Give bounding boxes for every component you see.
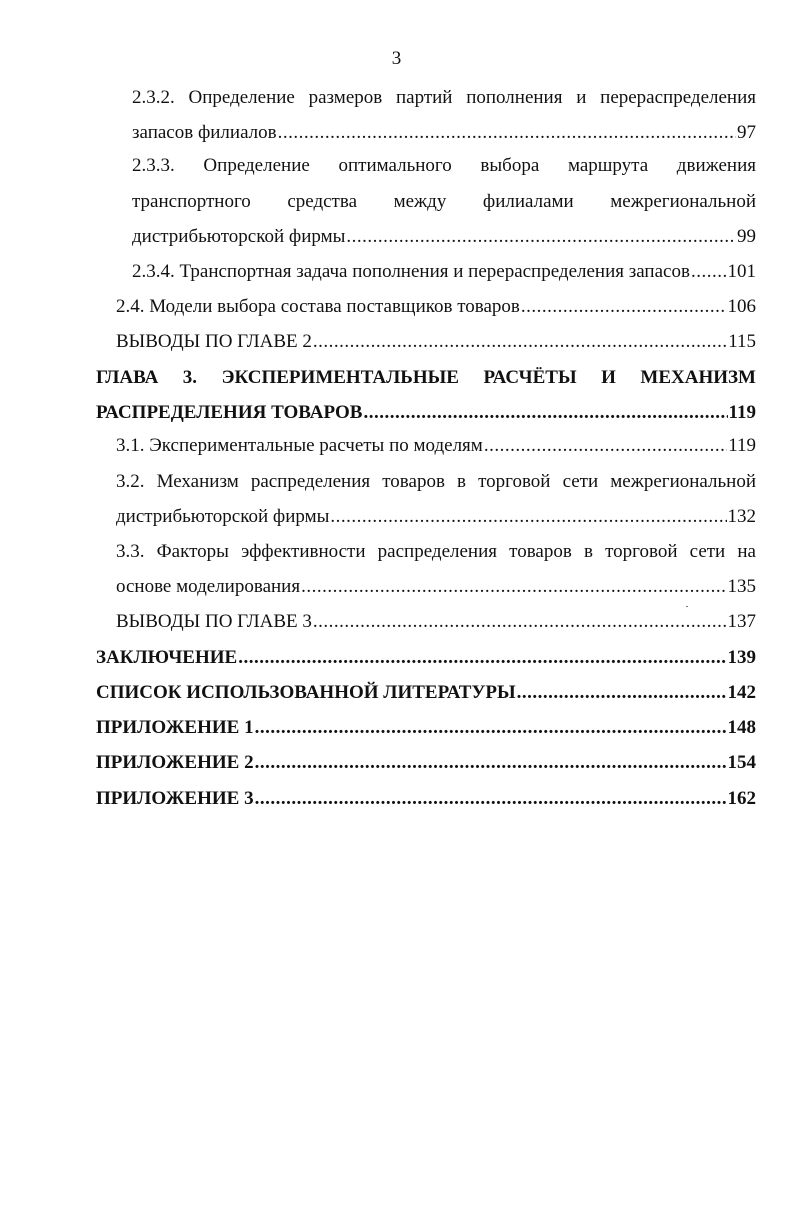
toc-entry-conclusion-line (96, 640, 756, 675)
toc-entry-text: ПРИЛОЖЕНИЕ 3 (96, 788, 254, 809)
dot-leader (301, 569, 726, 604)
toc-entry-text: СПИСОК ИСПОЛЬЗОВАННОЙ ЛИТЕРАТУРЫ (96, 682, 516, 703)
toc-entry-2-3-3-line-2 (132, 184, 756, 219)
toc-entry-chapter-3-line-1 (96, 360, 756, 395)
dot-leader (255, 781, 727, 816)
toc-page-number: 135 (727, 576, 756, 597)
toc-entry-text: транспортного средства между филиалами межрегиональной (132, 191, 756, 212)
toc-entry-references-line (96, 675, 756, 710)
dot-leader (313, 604, 727, 639)
toc-entry-appendix-3-line (96, 781, 756, 816)
toc-entry-text: дистрибьюторской фирмы (116, 506, 330, 527)
toc-page-number: 115 (728, 331, 756, 352)
toc-entry-text: РАСПРЕДЕЛЕНИЯ ТОВАРОВ (96, 402, 363, 423)
dot-leader (255, 710, 727, 745)
toc-entry-2-4-line (116, 289, 756, 324)
scan-speck (686, 606, 688, 607)
toc-page-number: 119 (728, 402, 756, 423)
toc-entry-text: ПРИЛОЖЕНИЕ 2 (96, 752, 254, 773)
toc-entry-text: 2.3.4. Транспортная задача пополнения и перераспределения запасов (132, 261, 690, 282)
toc-entry-chapter-3-line-2 (96, 395, 756, 430)
toc-entry-2-3-2-line-1 (132, 80, 756, 115)
dot-leader (521, 289, 727, 324)
toc-page-number: 162 (727, 788, 756, 809)
toc-page-number: 106 (727, 296, 756, 317)
toc-page-number: 154 (727, 752, 756, 773)
toc-entry-text: ЗАКЛЮЧЕНИЕ (96, 647, 238, 668)
toc-page-number: 132 (727, 506, 756, 527)
dot-leader (330, 499, 726, 534)
toc-page-number: 139 (727, 647, 756, 668)
dot-leader (484, 428, 727, 463)
toc-entry-text: 2.3.2. Определение размеров партий пополнения и перераспределения (132, 87, 756, 108)
toc-entry-text: 2.4. Модели выбора состава поставщиков товаров (116, 296, 520, 317)
toc-entry-2-3-3-line-1 (132, 148, 756, 183)
dot-leader (363, 395, 727, 430)
toc-entry-text: 3.3. Факторы эффективности распределения товаров в торговой сети на (116, 541, 756, 562)
dot-leader (691, 254, 727, 289)
toc-entry-text: запасов филиалов (132, 122, 277, 143)
toc-entry-3-3-line-1 (116, 534, 756, 569)
dot-leader (255, 745, 727, 780)
toc-entry-text: дистрибьюторской фирмы (132, 226, 346, 247)
toc-page-number: 99 (737, 226, 756, 247)
toc-entry-conclusions-ch2-line (116, 324, 756, 359)
toc-entry-text: 2.3.3. Определение оптимального выбора маршрута движения (132, 155, 756, 176)
toc-entry-text: 3.1. Экспериментальные расчеты по моделям (116, 435, 483, 456)
toc-page-number: 119 (728, 435, 756, 456)
toc-entry-text: ВЫВОДЫ ПО ГЛАВЕ 3 (116, 611, 312, 632)
toc-entry-3-2-line-1 (116, 464, 756, 499)
toc-entry-text: 3.2. Механизм распределения товаров в торговой сети межрегиональной (116, 471, 756, 492)
dot-leader (346, 219, 736, 254)
toc-entry-appendix-1-line (96, 710, 756, 745)
toc-entry-3-2-line-2 (116, 499, 756, 534)
page-number: 3 (391, 48, 402, 69)
toc-entry-conclusions-ch3-line (116, 604, 756, 639)
toc-page-number: 97 (737, 122, 756, 143)
toc-page-number: 101 (727, 261, 756, 282)
toc-entry-text: ВЫВОДЫ ПО ГЛАВЕ 2 (116, 331, 312, 352)
toc-entry-2-3-2-line-2 (132, 115, 756, 150)
toc-page-number: 142 (727, 682, 756, 703)
toc-page-number: 137 (727, 611, 756, 632)
toc-entry-2-3-3-line-3 (132, 219, 756, 254)
dot-leader (238, 640, 726, 675)
toc-entry-3-3-line-2 (116, 569, 756, 604)
dot-leader (313, 324, 727, 359)
dot-leader (517, 675, 727, 710)
dot-leader (278, 115, 736, 150)
toc-entry-appendix-2-line (96, 745, 756, 780)
toc-entry-3-1-line (116, 428, 756, 463)
toc-entry-text: ГЛАВА 3. ЭКСПЕРИМЕНТАЛЬНЫЕ РАСЧЁТЫ И МЕХАНИЗМ (96, 367, 756, 388)
toc-entry-2-3-4-line (132, 254, 756, 289)
toc-entry-text: ПРИЛОЖЕНИЕ 1 (96, 717, 254, 738)
toc-page-number: 148 (727, 717, 756, 738)
toc-entry-text: основе моделирования (116, 576, 301, 597)
